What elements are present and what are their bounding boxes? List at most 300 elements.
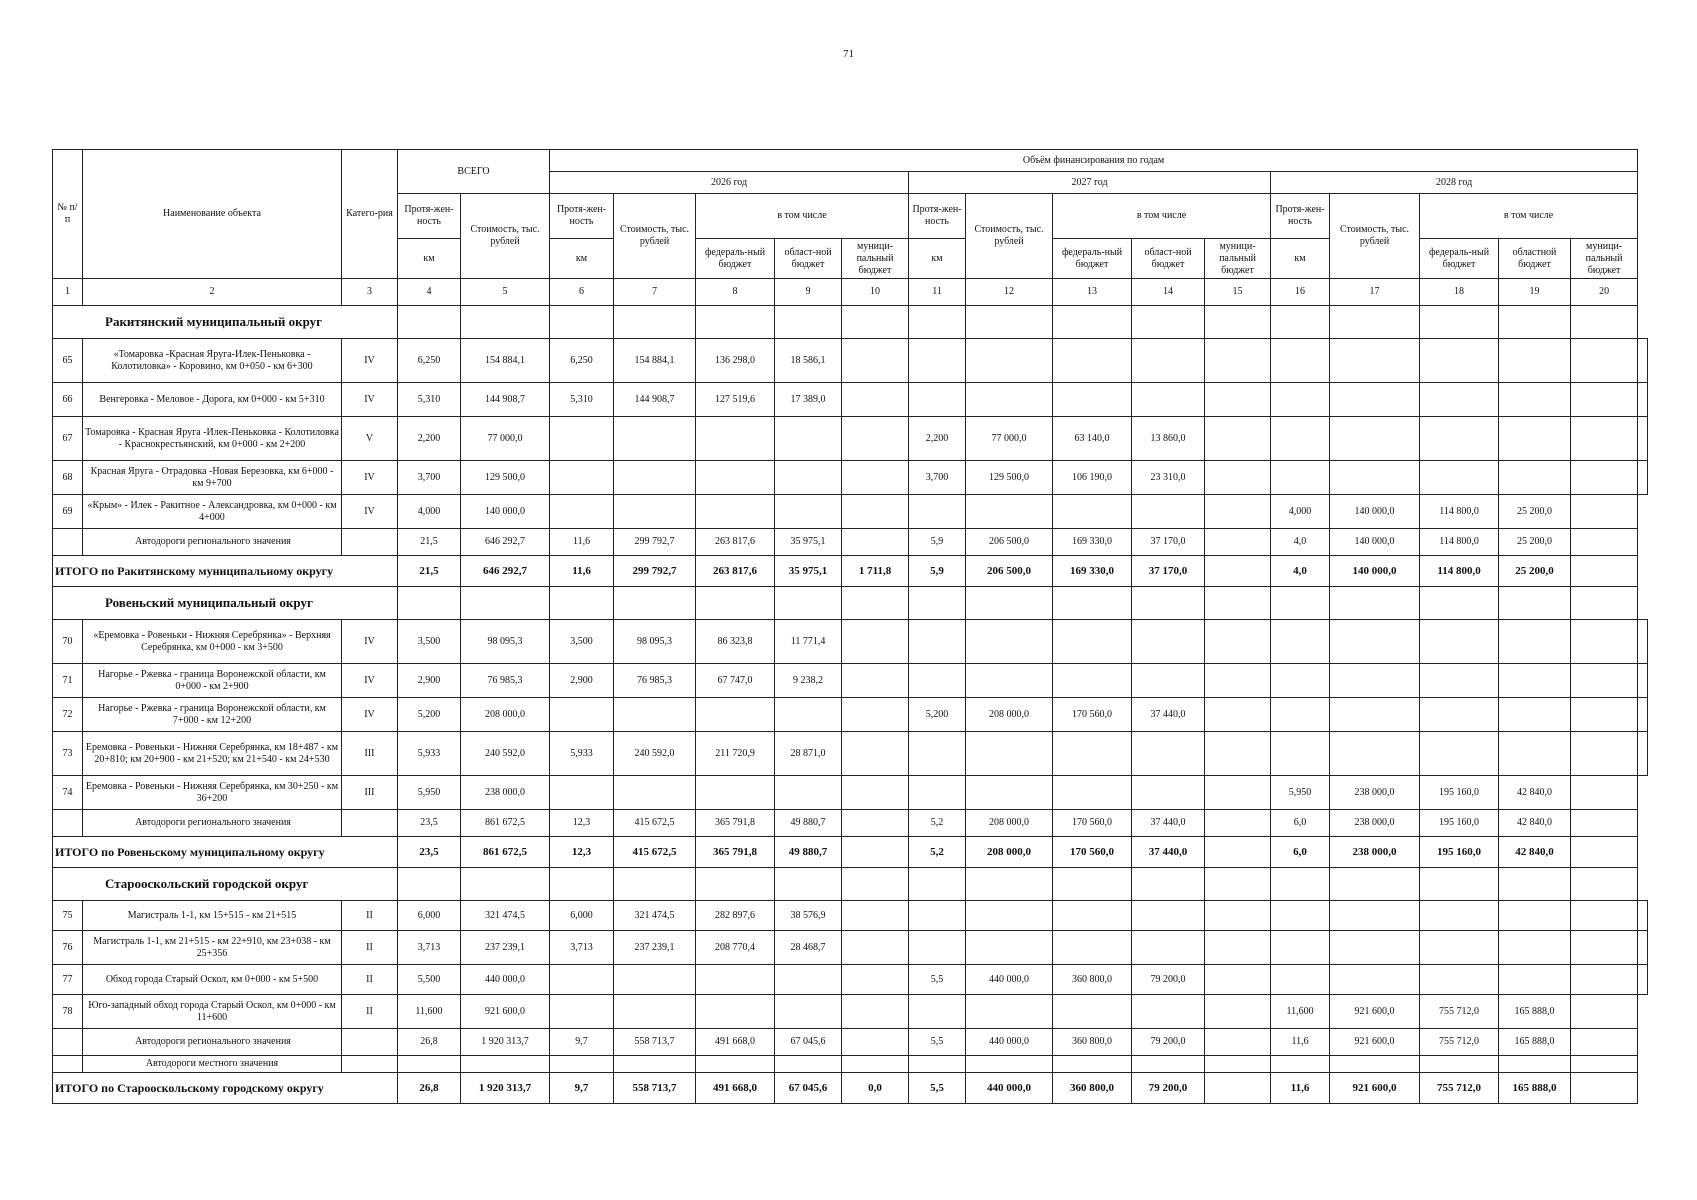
table-row (53, 995, 1648, 1029)
row-number: 74 (53, 776, 83, 810)
value-cell: 1 920 313,7 (461, 1029, 550, 1056)
subtotal-label: Автодороги регионального значения (83, 1029, 342, 1056)
value-cell (1053, 383, 1132, 417)
value-cell (1053, 931, 1132, 965)
value-cell: 18 586,1 (775, 339, 842, 383)
value-cell (1420, 965, 1499, 995)
value-cell: 240 592,0 (461, 732, 550, 776)
value-cell: 26,8 (398, 1029, 461, 1056)
empty-cell (550, 1056, 614, 1073)
value-cell (614, 965, 696, 995)
table-body (53, 279, 1648, 1104)
value-cell (614, 995, 696, 1029)
value-cell: 98 095,3 (461, 620, 550, 664)
empty-cell (696, 587, 775, 620)
empty-cell (966, 868, 1053, 901)
value-cell (966, 620, 1053, 664)
value-cell (1205, 901, 1271, 931)
row-number: 65 (53, 339, 83, 383)
value-cell (1271, 698, 1330, 732)
total-value: 5,5 (909, 1073, 966, 1104)
value-cell: 38 576,9 (775, 901, 842, 931)
empty-cell (342, 1029, 398, 1056)
value-cell: 263 817,6 (696, 529, 775, 556)
object-name: «Крым» - Илек - Ракитное - Александровка, км 0+000 - км 4+000 (83, 495, 342, 529)
value-cell: 6,250 (398, 339, 461, 383)
value-cell: 440 000,0 (461, 965, 550, 995)
object-name: «Еремовка - Ровеньки - Нижняя Серебрянка» - Верхняя Серебрянка, км 0+000 - км 3+500 (83, 620, 342, 664)
total-value: 208 000,0 (966, 837, 1053, 868)
value-cell (966, 776, 1053, 810)
value-cell (1205, 1029, 1271, 1056)
value-cell (1499, 664, 1571, 698)
empty-cell (614, 868, 696, 901)
empty-cell (1499, 306, 1571, 339)
value-cell: 4,000 (398, 495, 461, 529)
empty-cell (53, 1056, 83, 1073)
value-cell (1271, 461, 1330, 495)
value-cell (696, 495, 775, 529)
value-cell (1205, 698, 1271, 732)
column-number: 1 (53, 279, 83, 306)
category: II (342, 995, 398, 1029)
value-cell: 321 474,5 (614, 901, 696, 931)
value-cell: 42 840,0 (1499, 810, 1571, 837)
table-row (53, 732, 1648, 776)
header-cost: Стоимость, тыс. рублей (1330, 194, 1420, 279)
value-cell (1271, 664, 1330, 698)
header-length: Протя-жен-ность (1271, 194, 1330, 239)
value-cell (1420, 901, 1499, 931)
empty-cell (398, 306, 461, 339)
empty-cell (398, 587, 461, 620)
row-number: 69 (53, 495, 83, 529)
total-value: 415 672,5 (614, 837, 696, 868)
value-cell (1420, 732, 1499, 776)
value-cell: 98 095,3 (614, 620, 696, 664)
value-cell (1499, 732, 1571, 776)
empty-cell (775, 587, 842, 620)
value-cell: 440 000,0 (966, 965, 1053, 995)
value-cell (1132, 664, 1205, 698)
total-label: ИТОГО по Ракитянскому муниципальному округу (53, 556, 398, 587)
category: IV (342, 383, 398, 417)
value-cell: 23 310,0 (1132, 461, 1205, 495)
value-cell: 37 170,0 (1132, 529, 1205, 556)
empty-cell (775, 1056, 842, 1073)
empty-cell (909, 306, 966, 339)
total-row (53, 556, 1648, 587)
value-cell (1420, 461, 1499, 495)
total-label: ИТОГО по Старооскольскому городскому округу (53, 1073, 398, 1104)
header-regional: област-ной бюджет (1132, 239, 1205, 279)
empty-cell (342, 810, 398, 837)
category: IV (342, 495, 398, 529)
value-cell (1571, 417, 1638, 461)
value-cell (1205, 776, 1271, 810)
value-cell: 861 672,5 (461, 810, 550, 837)
category: IV (342, 620, 398, 664)
value-cell (1271, 620, 1330, 664)
value-cell (1053, 776, 1132, 810)
value-cell (1638, 383, 1648, 417)
total-value: 1 920 313,7 (461, 1073, 550, 1104)
total-value (1205, 837, 1271, 868)
empty-cell (966, 306, 1053, 339)
category: IV (342, 461, 398, 495)
value-cell (1499, 417, 1571, 461)
category: II (342, 901, 398, 931)
empty-cell (1205, 868, 1271, 901)
value-cell: 169 330,0 (1053, 529, 1132, 556)
value-cell: 3,500 (398, 620, 461, 664)
empty-cell (1132, 1056, 1205, 1073)
value-cell: 5,2 (909, 810, 966, 837)
category: III (342, 776, 398, 810)
value-cell: 144 908,7 (614, 383, 696, 417)
value-cell (775, 965, 842, 995)
value-cell (1271, 417, 1330, 461)
value-cell: 755 712,0 (1420, 995, 1499, 1029)
total-value (1205, 556, 1271, 587)
total-value: 206 500,0 (966, 556, 1053, 587)
value-cell (1132, 383, 1205, 417)
empty-cell (614, 1056, 696, 1073)
value-cell (842, 383, 909, 417)
object-name: Обход города Старый Оскол, км 0+000 - км 5+500 (83, 965, 342, 995)
value-cell: 28 468,7 (775, 931, 842, 965)
value-cell (1053, 901, 1132, 931)
value-cell: 282 897,6 (696, 901, 775, 931)
row-number: 72 (53, 698, 83, 732)
table-row (53, 339, 1648, 383)
empty-cell (53, 529, 83, 556)
column-number: 10 (842, 279, 909, 306)
value-cell (1499, 383, 1571, 417)
header-regional: областной бюджет (1499, 239, 1571, 279)
value-cell: 140 000,0 (461, 495, 550, 529)
value-cell (842, 529, 909, 556)
value-cell: 5,5 (909, 965, 966, 995)
header-federal: федераль-ный бюджет (1053, 239, 1132, 279)
value-cell (1330, 461, 1420, 495)
total-value: 365 791,8 (696, 837, 775, 868)
value-cell: 106 190,0 (1053, 461, 1132, 495)
object-name: Венгеровка - Меловое - Дорога, км 0+000 - км 5+310 (83, 383, 342, 417)
value-cell: 114 800,0 (1420, 529, 1499, 556)
value-cell (1638, 461, 1648, 495)
value-cell: 195 160,0 (1420, 810, 1499, 837)
value-cell: 67 045,6 (775, 1029, 842, 1056)
empty-cell (1571, 587, 1638, 620)
value-cell (1132, 732, 1205, 776)
value-cell: 6,000 (398, 901, 461, 931)
empty-cell (1420, 587, 1499, 620)
column-number: 16 (1271, 279, 1330, 306)
value-cell (1420, 664, 1499, 698)
empty-cell (461, 306, 550, 339)
total-value: 26,8 (398, 1073, 461, 1104)
total-value: 4,0 (1271, 556, 1330, 587)
empty-cell (775, 868, 842, 901)
value-cell: 237 239,1 (614, 931, 696, 965)
header-municipal: муници-пальный бюджет (1571, 239, 1638, 279)
value-cell: 321 474,5 (461, 901, 550, 931)
object-name: Юго-западный обход города Старый Оскол, км 0+000 - км 11+600 (83, 995, 342, 1029)
value-cell (1499, 339, 1571, 383)
value-cell (1638, 732, 1648, 776)
empty-cell (1205, 1056, 1271, 1073)
value-cell (1571, 931, 1638, 965)
section-title: Ракитянский муниципальный округ (53, 306, 398, 339)
value-cell: 37 440,0 (1132, 698, 1205, 732)
empty-cell (1132, 306, 1205, 339)
empty-cell (842, 587, 909, 620)
value-cell: 5,200 (909, 698, 966, 732)
category: V (342, 417, 398, 461)
value-cell: 114 800,0 (1420, 495, 1499, 529)
value-cell: 165 888,0 (1499, 1029, 1571, 1056)
row-number: 68 (53, 461, 83, 495)
value-cell (909, 776, 966, 810)
empty-cell (1499, 1056, 1571, 1073)
local-roads-label: Автодороги местного значения (83, 1056, 342, 1073)
value-cell: 140 000,0 (1330, 529, 1420, 556)
empty-cell (1271, 1056, 1330, 1073)
empty-cell (53, 1029, 83, 1056)
column-number: 2 (83, 279, 342, 306)
value-cell (775, 461, 842, 495)
value-cell (1330, 664, 1420, 698)
total-value: 646 292,7 (461, 556, 550, 587)
value-cell (775, 698, 842, 732)
total-value: 25 200,0 (1499, 556, 1571, 587)
total-value: 440 000,0 (966, 1073, 1053, 1104)
value-cell (1571, 1029, 1638, 1056)
value-cell (1132, 339, 1205, 383)
value-cell (966, 931, 1053, 965)
empty-cell (550, 868, 614, 901)
total-value: 140 000,0 (1330, 556, 1420, 587)
value-cell: 206 500,0 (966, 529, 1053, 556)
value-cell (1571, 529, 1638, 556)
object-name: Магистраль 1-1, км 15+515 - км 21+515 (83, 901, 342, 931)
value-cell (696, 776, 775, 810)
total-value: 5,9 (909, 556, 966, 587)
column-number: 13 (1053, 279, 1132, 306)
value-cell: 76 985,3 (614, 664, 696, 698)
value-cell (1205, 529, 1271, 556)
value-cell: 42 840,0 (1499, 776, 1571, 810)
total-value: 79 200,0 (1132, 1073, 1205, 1104)
total-value: 491 668,0 (696, 1073, 775, 1104)
value-cell: 17 389,0 (775, 383, 842, 417)
empty-cell (1271, 587, 1330, 620)
value-cell (1571, 495, 1638, 529)
total-value: 21,5 (398, 556, 461, 587)
value-cell (614, 495, 696, 529)
value-cell (842, 931, 909, 965)
value-cell (696, 698, 775, 732)
value-cell: 365 791,8 (696, 810, 775, 837)
empty-cell (1571, 868, 1638, 901)
value-cell (966, 383, 1053, 417)
value-cell (1132, 901, 1205, 931)
empty-cell (1205, 587, 1271, 620)
value-cell (1330, 339, 1420, 383)
total-value (1571, 1073, 1638, 1104)
header-km: км (398, 239, 461, 279)
value-cell: 4,0 (1271, 529, 1330, 556)
value-cell (842, 620, 909, 664)
total-value: 11,6 (550, 556, 614, 587)
table-row (53, 776, 1648, 810)
header-municipal: муници-пальный бюджет (1205, 239, 1271, 279)
object-name: Еремовка - Ровеньки - Нижняя Серебрянка, км 18+487 - км 20+810; км 20+900 - км 21+520; км 21+540 - км 24+530 (83, 732, 342, 776)
value-cell: 2,900 (550, 664, 614, 698)
value-cell: 154 884,1 (614, 339, 696, 383)
total-value: 755 712,0 (1420, 1073, 1499, 1104)
row-number: 76 (53, 931, 83, 965)
column-number: 8 (696, 279, 775, 306)
value-cell (842, 965, 909, 995)
table-row (53, 698, 1648, 732)
section-title: Старооскольский городской округ (53, 868, 398, 901)
total-value: 37 440,0 (1132, 837, 1205, 868)
header-km: км (1271, 239, 1330, 279)
value-cell: 11,600 (398, 995, 461, 1029)
value-cell: 86 323,8 (696, 620, 775, 664)
value-cell (1499, 698, 1571, 732)
value-cell (842, 1029, 909, 1056)
empty-cell (1571, 1056, 1638, 1073)
value-cell: 13 860,0 (1132, 417, 1205, 461)
header-length: Протя-жен-ность (550, 194, 614, 239)
header-length: Протя-жен-ность (398, 194, 461, 239)
header-cost: Стоимость, тыс. рублей (966, 194, 1053, 279)
header-federal: федераль-ный бюджет (696, 239, 775, 279)
local-roads-row (53, 1056, 1648, 1073)
value-cell (1571, 995, 1638, 1029)
value-cell: 6,0 (1271, 810, 1330, 837)
value-cell (1638, 339, 1648, 383)
total-value: 35 975,1 (775, 556, 842, 587)
table-row (53, 931, 1648, 965)
header-year-2026: 2026 год (550, 172, 909, 194)
value-cell (1205, 664, 1271, 698)
value-cell: 170 560,0 (1053, 698, 1132, 732)
value-cell (1205, 417, 1271, 461)
value-cell: 5,933 (398, 732, 461, 776)
total-value: 37 170,0 (1132, 556, 1205, 587)
column-number: 17 (1330, 279, 1420, 306)
row-number: 71 (53, 664, 83, 698)
value-cell (966, 901, 1053, 931)
value-cell (1571, 776, 1638, 810)
value-cell: 238 000,0 (1330, 810, 1420, 837)
empty-cell (696, 306, 775, 339)
value-cell (614, 698, 696, 732)
value-cell (1638, 698, 1648, 732)
empty-cell (1132, 587, 1205, 620)
value-cell (775, 417, 842, 461)
header-total: ВСЕГО (398, 150, 550, 194)
header-cost: Стоимость, тыс. рублей (614, 194, 696, 279)
value-cell: 2,200 (398, 417, 461, 461)
value-cell: 3,713 (550, 931, 614, 965)
empty-cell (1205, 306, 1271, 339)
value-cell (1638, 901, 1648, 931)
total-value: 49 880,7 (775, 837, 842, 868)
empty-cell (614, 587, 696, 620)
value-cell: 77 000,0 (461, 417, 550, 461)
value-cell: 3,700 (909, 461, 966, 495)
empty-cell (909, 868, 966, 901)
header-km: км (550, 239, 614, 279)
column-number: 9 (775, 279, 842, 306)
subtotal-label: Автодороги регионального значения (83, 529, 342, 556)
total-value: 169 330,0 (1053, 556, 1132, 587)
page-number: 71 (843, 48, 854, 60)
value-cell: 129 500,0 (461, 461, 550, 495)
table-row (53, 664, 1648, 698)
value-cell (966, 339, 1053, 383)
value-cell (1330, 965, 1420, 995)
empty-cell (1132, 868, 1205, 901)
total-label: ИТОГО по Ровеньскому муниципальному округу (53, 837, 398, 868)
value-cell: 25 200,0 (1499, 529, 1571, 556)
value-cell: 144 908,7 (461, 383, 550, 417)
value-cell: 921 600,0 (1330, 1029, 1420, 1056)
column-number: 14 (1132, 279, 1205, 306)
value-cell: 211 720,9 (696, 732, 775, 776)
column-number: 3 (342, 279, 398, 306)
value-cell (1638, 664, 1648, 698)
value-cell: 208 770,4 (696, 931, 775, 965)
category: IV (342, 339, 398, 383)
empty-cell (398, 1056, 461, 1073)
total-value: 299 792,7 (614, 556, 696, 587)
header-federal: федераль-ный бюджет (1420, 239, 1499, 279)
value-cell: 11 771,4 (775, 620, 842, 664)
value-cell: 28 871,0 (775, 732, 842, 776)
empty-cell (696, 868, 775, 901)
header-incl: в том числе (1053, 194, 1271, 239)
total-value: 1 711,8 (842, 556, 909, 587)
value-cell: 238 000,0 (1330, 776, 1420, 810)
total-value: 170 560,0 (1053, 837, 1132, 868)
total-value: 263 817,6 (696, 556, 775, 587)
value-cell (1571, 732, 1638, 776)
value-cell: 11,600 (1271, 995, 1330, 1029)
value-cell: 195 160,0 (1420, 776, 1499, 810)
value-cell: 129 500,0 (966, 461, 1053, 495)
value-cell: 25 200,0 (1499, 495, 1571, 529)
category: IV (342, 664, 398, 698)
total-value (1571, 837, 1638, 868)
header-category: Катего-рия (342, 150, 398, 279)
column-number: 6 (550, 279, 614, 306)
empty-cell (398, 868, 461, 901)
value-cell (1638, 965, 1648, 995)
value-cell: 5,933 (550, 732, 614, 776)
value-cell (1330, 732, 1420, 776)
value-cell (550, 417, 614, 461)
category: III (342, 732, 398, 776)
value-cell: 76 985,3 (461, 664, 550, 698)
empty-cell (1420, 306, 1499, 339)
value-cell: 63 140,0 (1053, 417, 1132, 461)
